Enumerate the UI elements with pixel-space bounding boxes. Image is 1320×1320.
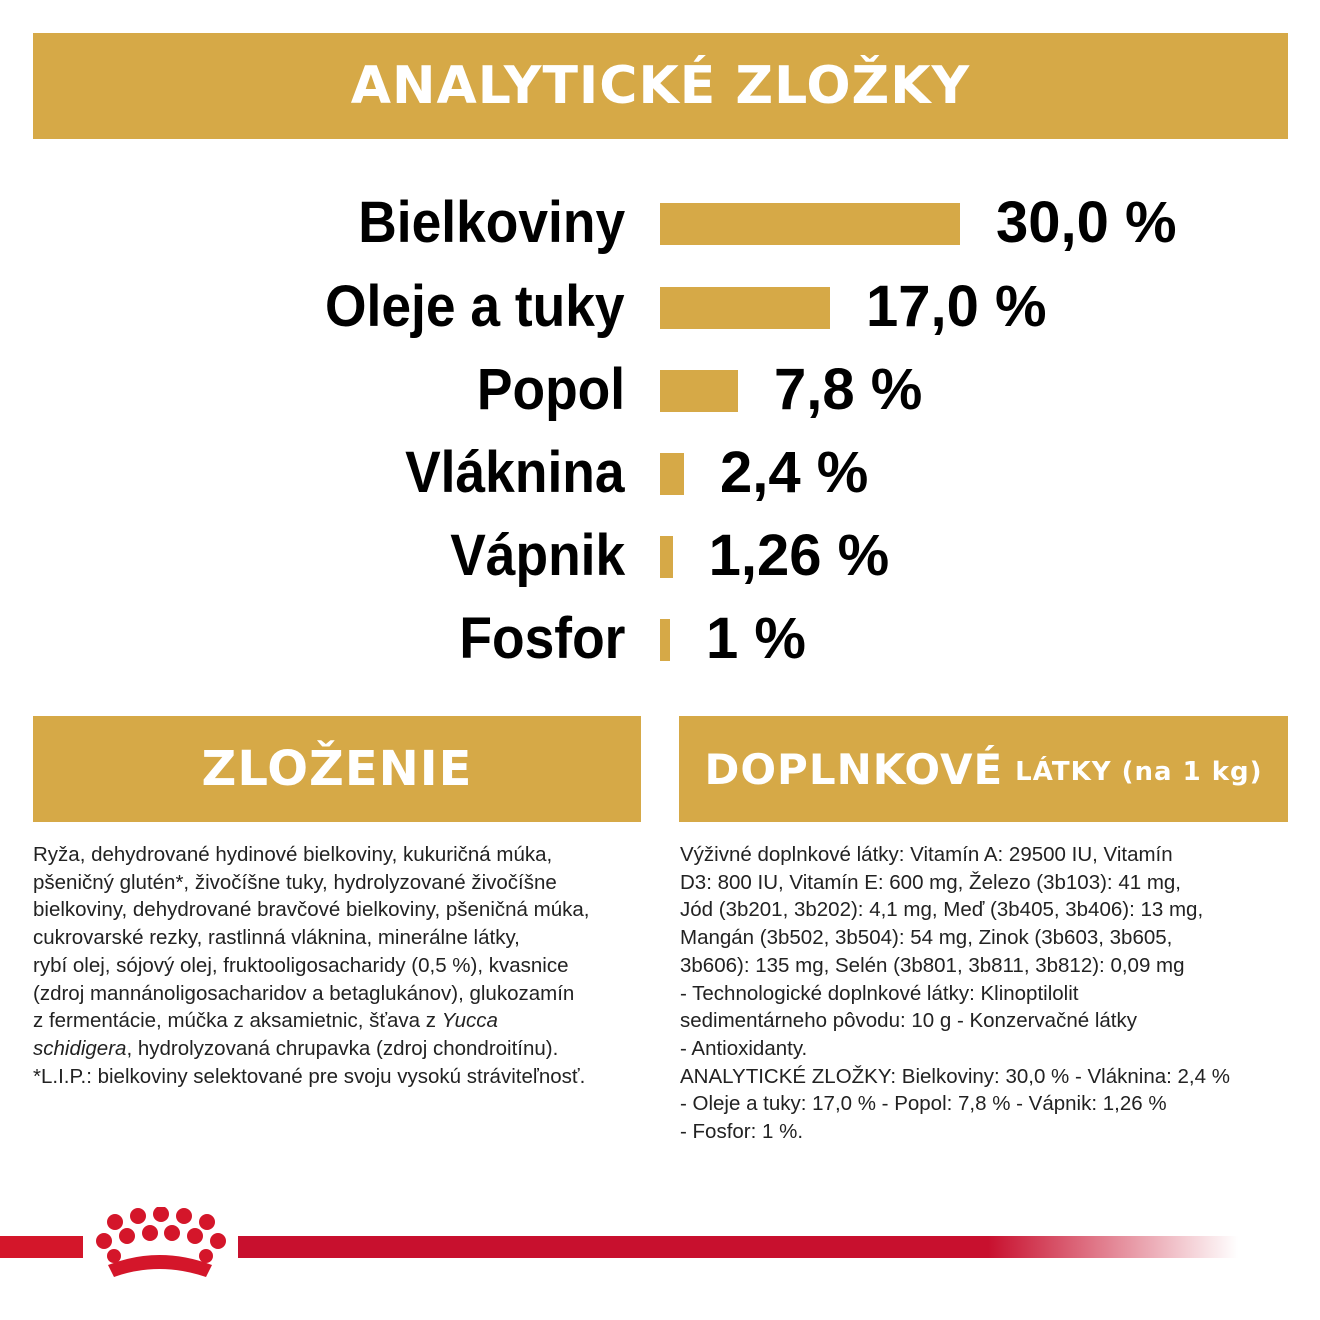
additives-line: - Antioxidanty. (680, 1036, 808, 1060)
nutrient-bar (660, 203, 960, 245)
crown-icon (88, 1207, 230, 1282)
nutrient-row (0, 350, 1320, 430)
additives-line: Výživné doplnkové látky: Vitamín A: 29500 IU, Vitamín (680, 843, 1173, 866)
nutrient-bar (660, 370, 738, 412)
nutrient-label: Fosfor (458, 606, 625, 671)
nutrient-label: Vápnik (450, 523, 625, 588)
analytical-header-text: ANALYTICKÉ ZLOŽKY (350, 56, 971, 116)
composition-italic-part: Yucca (441, 1009, 498, 1033)
composition-line: cukrovarské rezky, rastlinná vláknina, minerálne látky, (33, 926, 520, 950)
nutrient-row (0, 599, 1320, 679)
additives-line: 3b606): 135 mg, Selén (3b801, 3b811, 3b812): 0,09 mg (680, 953, 1185, 977)
composition-italic-part: schidigera (33, 1036, 127, 1060)
composition-line (33, 1035, 589, 1063)
nutrient-value: 1 % (706, 606, 806, 671)
composition-text-part: , hydrolyzovaná chrupavka (zdroj chondroitínu). (126, 1036, 559, 1060)
nutrient-value: 1,26 % (708, 523, 890, 588)
additives-line: ANALYTICKÉ ZLOŽKY: Bielkoviny: 30,0 % - Vláknina: 2,4 % (680, 1064, 1230, 1088)
additives-line: - Technologické doplnkové látky: Klinoptilolit (680, 981, 1079, 1005)
additives-line: sedimentárneho pôvodu: 10 g - Konzervačné látky (680, 1009, 1137, 1033)
nutrient-row (0, 267, 1320, 347)
nutrient-label: Vláknina (405, 440, 625, 505)
additives-line: - Oleje a tuky: 17,0 % - Popol: 7,8 % - Vápnik: 1,26 % (680, 1092, 1167, 1116)
nutrient-bar (660, 619, 670, 661)
additives-line: D3: 800 IU, Vitamín E: 600 mg, Železo (3b103): 41 mg, (680, 870, 1181, 894)
composition-text-part: z fermentácie, múčka z aksamietnic, šťava z (33, 1009, 442, 1033)
additives-line: - Fosfor: 1 %. (680, 1120, 804, 1144)
nutrient-label: Bielkoviny (358, 190, 625, 255)
nutrient-bar (660, 536, 673, 578)
additives-header-small: LÁTKY (na 1 kg) (1015, 757, 1263, 787)
composition-text (33, 841, 589, 1090)
nutrient-value: 2,4 % (720, 440, 869, 505)
composition-line (33, 1007, 589, 1035)
analytical-header (33, 33, 1288, 139)
nutrient-value: 17,0 % (866, 274, 1047, 339)
additives-text (680, 841, 1230, 1146)
composition-line: bielkoviny, dehydrované bravčové bielkoviny, pšeničná múka, (33, 898, 590, 922)
composition-header-text: ZLOŽENIE (201, 741, 473, 797)
nutrient-value: 30,0 % (996, 190, 1177, 255)
composition-header (33, 716, 641, 822)
composition-line: Ryža, dehydrované hydinové bielkoviny, kukuričná múka, (33, 843, 553, 866)
nutrient-value: 7,8 % (774, 357, 923, 422)
nutrient-label: Oleje a tuky (325, 274, 625, 339)
nutrient-row (0, 516, 1320, 596)
composition-line: *L.I.P.: bielkoviny selektované pre svoju vysokú stráviteľnosť. (33, 1064, 586, 1088)
additives-line: Mangán (3b502, 3b504): 54 mg, Zinok (3b603, 3b605, (680, 926, 1173, 950)
additives-line: Jód (3b201, 3b202): 4,1 mg, Meď (3b405, 3b406): 13 mg, (680, 898, 1204, 922)
nutrient-row (0, 183, 1320, 263)
footer-stripe-right (238, 1236, 1238, 1258)
nutrient-bar (660, 453, 684, 495)
additives-header (679, 716, 1288, 822)
composition-line: pšeničný glutén*, živočíšne tuky, hydrolyzované živočíšne (33, 870, 557, 894)
composition-line: rybí olej, sójový olej, fruktooligosacharidy (0,5 %), kvasnice (33, 953, 569, 977)
footer-stripe-left (0, 1236, 83, 1258)
nutrient-bar (660, 287, 830, 329)
additives-header-big: DOPLNKOVÉ (704, 744, 1004, 794)
composition-line: (zdroj mannánoligosacharidov a betaglukánov), glukozamín (33, 981, 575, 1005)
nutrient-label: Popol (476, 357, 625, 422)
nutrient-row (0, 433, 1320, 513)
